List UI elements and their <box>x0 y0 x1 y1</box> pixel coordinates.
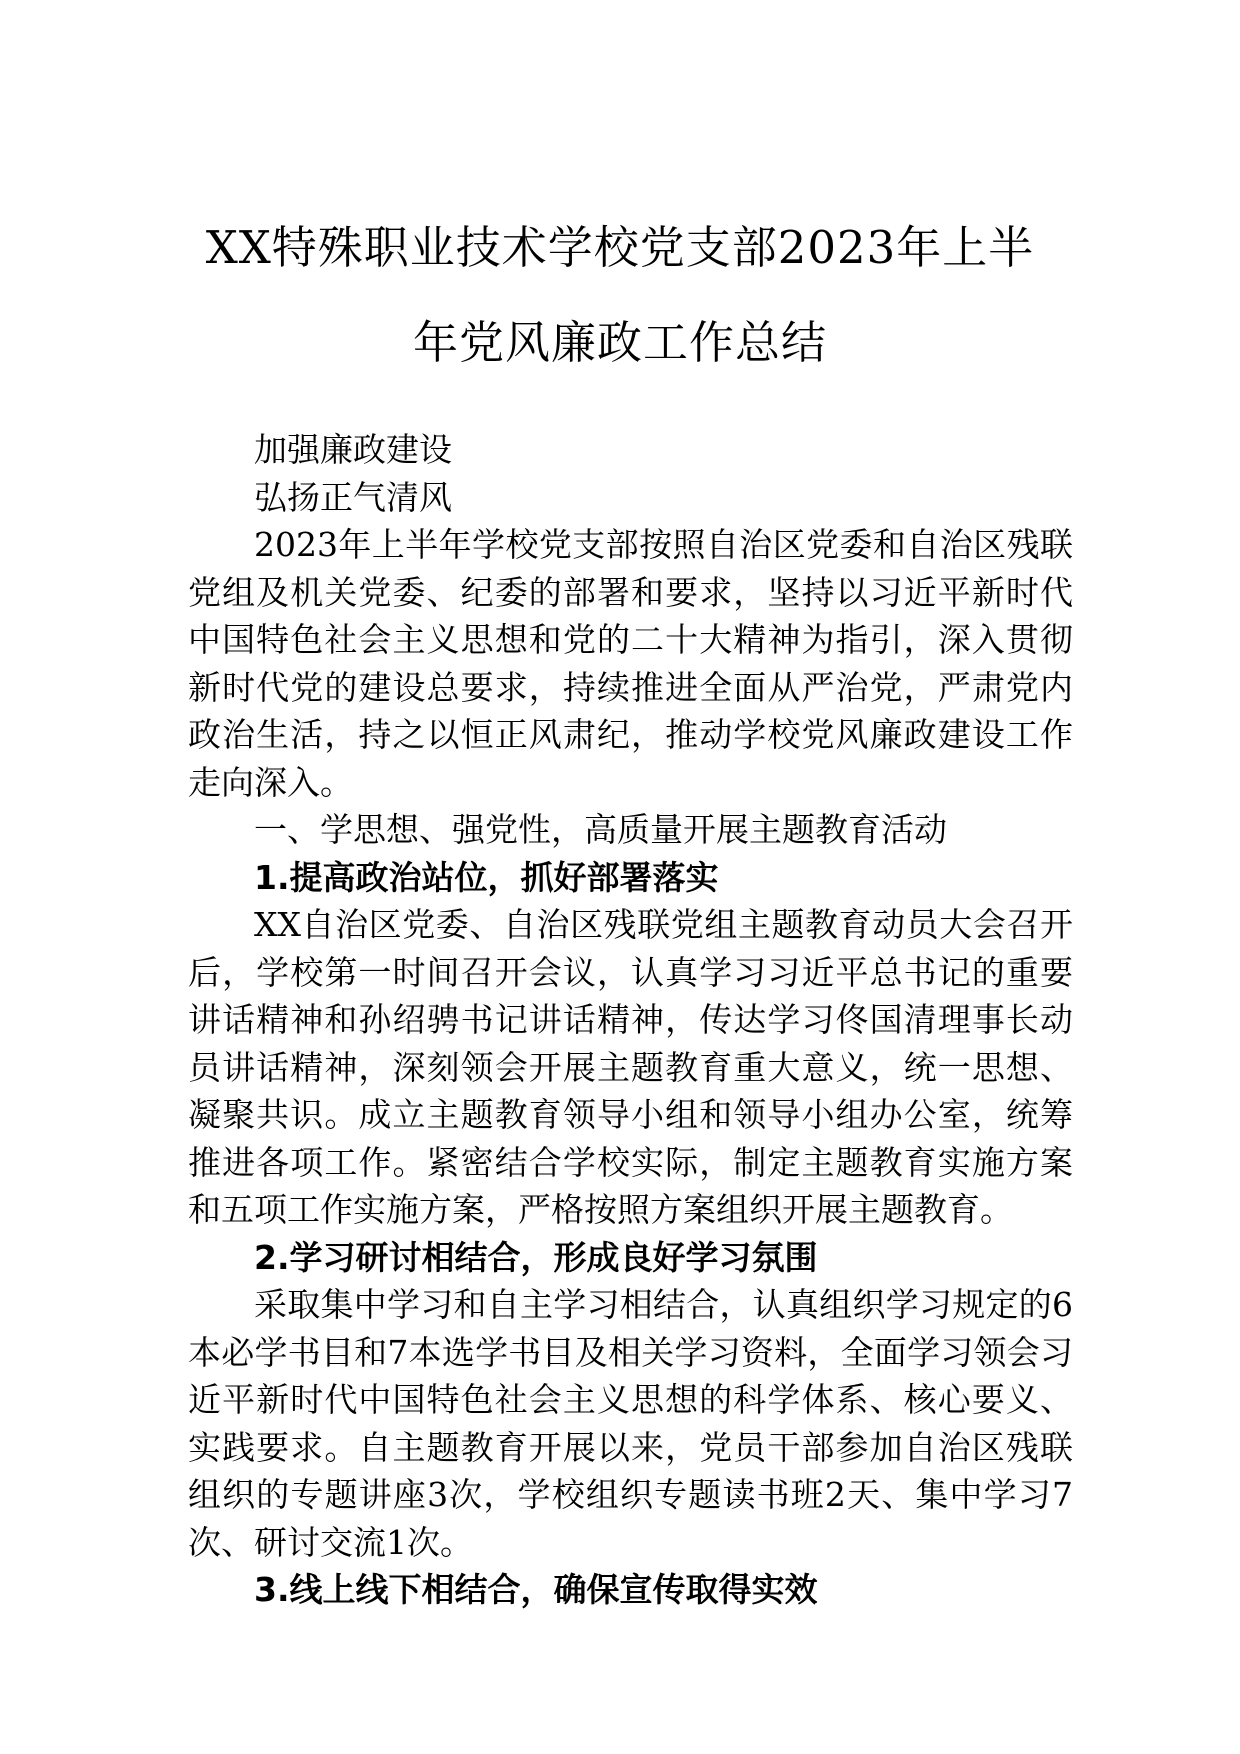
subsection-heading: 2.学习研讨相结合，形成良好学习氛围 <box>254 1237 818 1277</box>
body-paragraph: 采取集中学习和自主学习相结合，认真组织学习规定的6本必学书目和7本选学书目及相关学习资料，全面学习领会习近平新时代中国特色社会主义思想的科学体系、核心要义、实践要求。自主题教育开展以来，党员干部参加自治区残联组织的专题讲座3次，学校组织专题读书班2天、集中学习7次、研讨交流1次。 <box>188 1285 1073 1562</box>
subsection-heading: 1.提高政治站位，抓好部署落实 <box>254 857 719 897</box>
subtitle-line: 加强廉政建设 <box>254 430 452 469</box>
section-heading: 一、学思想、强党性，高质量开展主题教育活动 <box>254 810 947 849</box>
document-body <box>188 426 1073 1614</box>
document-title <box>170 200 1070 390</box>
subsection-heading: 3.线上线下相结合，确保宣传取得实效 <box>254 1570 818 1609</box>
subtitle-line: 弘扬正气清风 <box>254 477 452 517</box>
body-paragraph: XX自治区党委、自治区残联党组主题教育动员大会召开后，学校第一时间召开会议，认真学习习近平总书记的重要讲话精神和孙绍骋书记讲话精神，传达学习佟国清理事长动员讲话精神，深刻领会开展主题教育重大意义，统一思想、凝聚共识。成立主题教育领导小组和领导小组办公室，统筹推进各项工作。紧密结合学校实际，制定主题教育实施方案和五项工作实施方案，严格按照方案组织开展主题教育。 <box>188 905 1073 1229</box>
title-line-2: 年党风廉政工作总结 <box>412 316 827 369</box>
title-line-1: XX特殊职业技术学校党支部2023年上半 <box>205 221 1035 274</box>
body-paragraph: 2023年上半年学校党支部按照自治区党委和自治区残联党组及机关党委、纪委的部署和要求，坚持以习近平新时代中国特色社会主义思想和党的二十大精神为指引，深入贯彻新时代党的建设总要求，持续推进全面从严治党，严肃党内政治生活，持之以恒正风肃纪，推动学校党风廉政建设工作走向深入。 <box>188 525 1073 802</box>
